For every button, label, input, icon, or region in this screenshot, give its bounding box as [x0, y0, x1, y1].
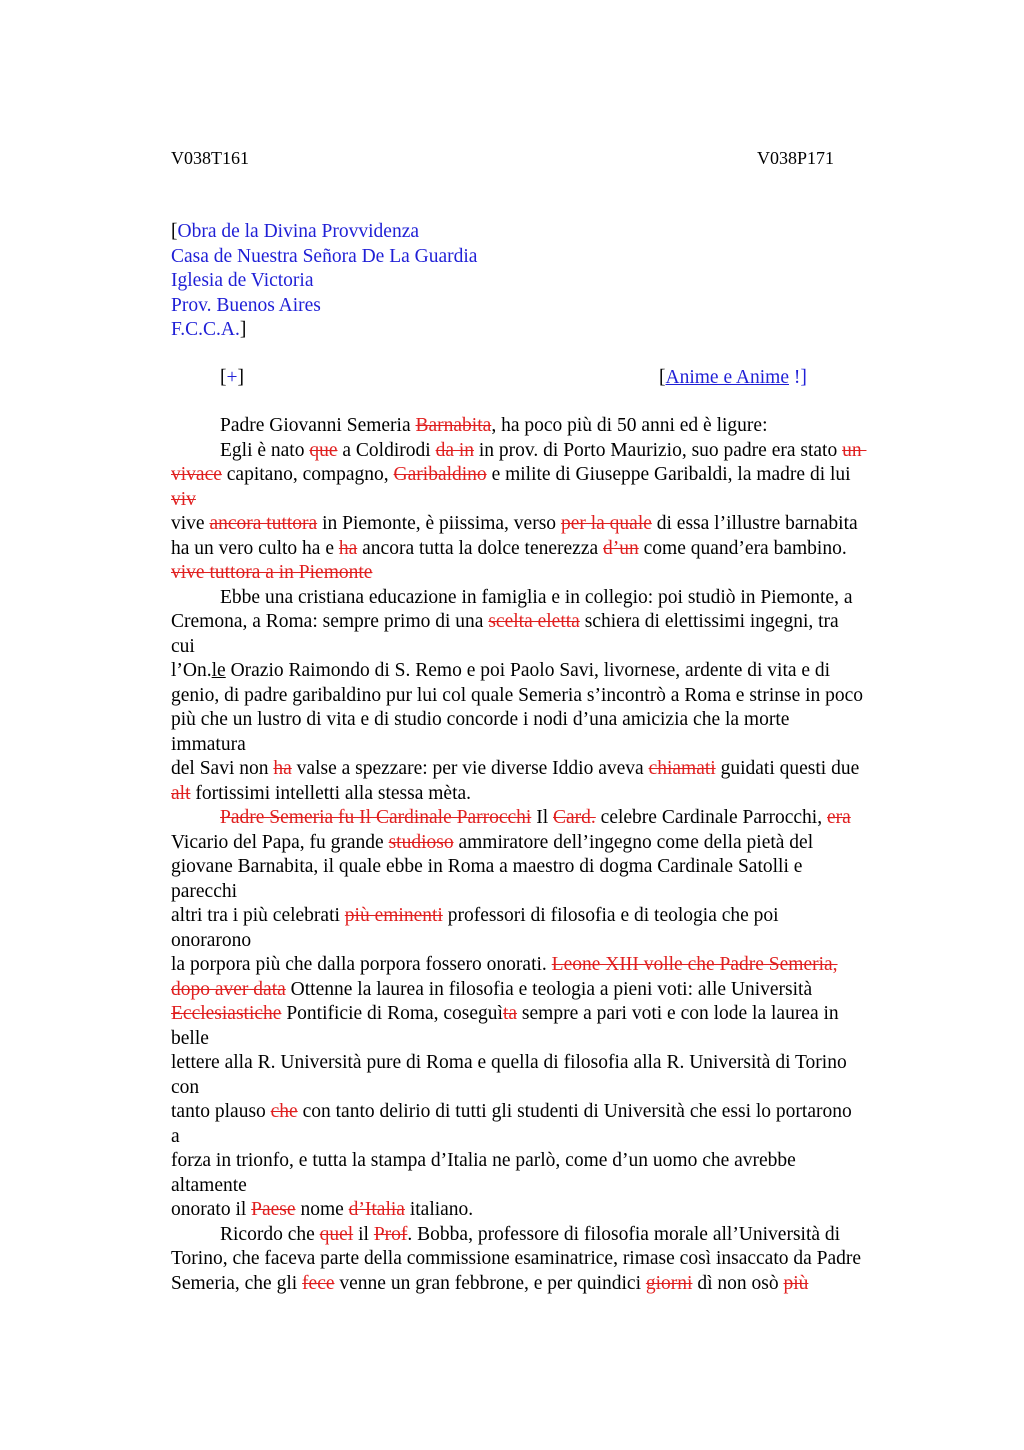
- text-segment: valse a spezzare: per vie diverse Iddio aveva: [291, 758, 649, 779]
- text-segment: altri tra i più celebrati: [171, 905, 345, 926]
- text-segment: Orazio Raimondo di S. Remo e poi Paolo Savi, livornese, ardente di vita e di: [225, 660, 831, 681]
- text-line: [171, 586, 906, 611]
- deleted-text: Paese: [251, 1199, 296, 1220]
- text-line: [171, 782, 906, 807]
- text-segment: Cremona, a Roma: sempre primo di una: [171, 611, 489, 632]
- deleted-text: d’Italia: [348, 1199, 405, 1220]
- deleted-text: viv: [171, 488, 196, 510]
- deleted-text: un: [842, 439, 867, 461]
- text-segment: , ha poco più di 50 anni ed è ligure:: [491, 415, 768, 436]
- text-segment: immatura: [171, 733, 246, 755]
- letterhead-block: [171, 220, 477, 343]
- deleted-text: dopo aver data: [171, 978, 286, 1000]
- text-line: [171, 1051, 906, 1076]
- text-line: [171, 463, 906, 488]
- text-line: [171, 1149, 906, 1174]
- text-line: [171, 831, 906, 856]
- text-line: [171, 806, 906, 831]
- letterhead-church: Iglesia de Victoria: [171, 270, 314, 291]
- body-text: [171, 414, 906, 1296]
- deleted-text: scelta eletta: [488, 611, 580, 632]
- text-segment: Egli è nato: [220, 439, 310, 461]
- bracket: [: [220, 367, 227, 388]
- deleted-text: studioso: [388, 831, 454, 853]
- text-segment: vive: [171, 513, 210, 534]
- text-line: [171, 1125, 906, 1150]
- text-line: [171, 929, 906, 954]
- letterhead-line: [171, 220, 477, 245]
- text-segment: a: [171, 1125, 180, 1147]
- deleted-text: vivace: [171, 464, 222, 485]
- text-segment: venne un gran febbrone, e per quindici: [334, 1272, 646, 1294]
- letterhead-house: Casa de Nuestra Señora De La Guardia: [171, 245, 478, 267]
- deleted-text: chiamati: [648, 758, 716, 779]
- text-segment: Il: [531, 807, 554, 828]
- text-line: [171, 659, 906, 684]
- text-line: [171, 635, 906, 660]
- deleted-text: d’un: [603, 537, 639, 559]
- text-segment: . Bobba, professore di filosofia morale all’Università di: [407, 1223, 841, 1245]
- text-segment: altamente: [171, 1174, 247, 1196]
- letterhead-province: Prov. Buenos Aires: [171, 294, 321, 316]
- letterhead-line: [171, 318, 477, 343]
- text-segment: cui: [171, 635, 195, 657]
- text-segment: e milite di Giuseppe Garibaldi, la madre di lui: [486, 464, 851, 485]
- text-line: [171, 1076, 906, 1101]
- text-segment: professori di filosofia e di teologia che poi: [442, 905, 779, 926]
- deleted-text: ancora tuttora: [209, 513, 318, 534]
- text-segment: ha un vero culto ha e: [171, 537, 339, 559]
- title-link-suffix: !]: [788, 367, 807, 388]
- letterhead-organization: Obra de la Divina Provvidenza: [177, 221, 420, 242]
- text-segment: in Piemonte, è piissima, verso: [317, 513, 561, 534]
- text-line: [171, 904, 906, 929]
- text-segment: schiera di elettissimi ingegni, tra: [579, 611, 839, 632]
- deleted-text: alt: [171, 782, 191, 804]
- bracket: ]: [237, 367, 244, 388]
- text-line: [171, 880, 906, 905]
- text-segment: Ricordo che: [220, 1223, 320, 1245]
- text-line: [171, 1272, 906, 1297]
- text-segment: in prov. di Porto Maurizio, suo padre era stato: [474, 439, 843, 461]
- text-segment: lettere alla R. Università pure di Roma e quella di filosofia alla R. Università di Torino: [171, 1052, 847, 1073]
- text-line: [171, 978, 906, 1003]
- text-segment: Ebbe una cristiana educazione in famiglia e in collegio: poi studiò in Piemonte, a: [220, 586, 853, 608]
- text-segment: Pontificie di Roma, coseguì: [281, 1003, 503, 1024]
- text-segment: guidati questi due: [715, 758, 860, 779]
- underlined-text: le: [211, 660, 226, 681]
- title-link[interactable]: Anime e Anime: [665, 367, 789, 388]
- text-segment: ammiratore dell’ingegno come della pietà del: [453, 831, 814, 853]
- text-segment: parecchi: [171, 880, 238, 902]
- title-marker: [659, 366, 807, 391]
- text-line: [171, 684, 906, 709]
- letterhead-railway: F.C.C.A.: [171, 319, 240, 340]
- deleted-text: Card.: [553, 807, 596, 828]
- deleted-text: Prof: [373, 1223, 408, 1245]
- deleted-text: Padre Semeria fu Il Cardinale Parrocchi: [220, 807, 532, 828]
- text-line: [171, 708, 906, 733]
- text-segment: genio, di padre garibaldino pur lui col quale Semeria s’incontrò a Roma e strinse in poco: [171, 684, 864, 706]
- text-segment: la porpora più che dalla porpora fossero onorati.: [171, 954, 552, 975]
- open-bracket: [: [171, 221, 178, 242]
- deleted-text: fece: [302, 1272, 335, 1294]
- document-code-right: V038P171: [757, 148, 835, 168]
- text-line: [171, 855, 906, 880]
- text-line: [171, 1027, 906, 1052]
- text-segment: nome: [295, 1199, 349, 1220]
- text-segment: onorato il: [171, 1199, 252, 1220]
- text-segment: con tanto delirio di tutti gli studenti di Università che essi lo portarono: [297, 1101, 852, 1122]
- deleted-text: più eminenti: [344, 905, 443, 926]
- text-line: [171, 953, 906, 978]
- text-segment: dì non osò: [692, 1272, 784, 1294]
- text-segment: ancora tutta la dolce tenerezza: [357, 537, 604, 559]
- text-line: [171, 1247, 906, 1272]
- text-segment: Semeria, che gli: [171, 1272, 303, 1294]
- deleted-text: Barnabita: [415, 415, 492, 436]
- deleted-text: ha: [273, 758, 292, 779]
- text-segment: del Savi non: [171, 758, 274, 779]
- text-segment: di essa l’illustre barnabita: [651, 513, 858, 534]
- deleted-text: da in: [435, 439, 475, 461]
- text-segment: fortissimi intelletti alla stessa mèta.: [190, 782, 472, 804]
- deleted-text: quel: [319, 1223, 354, 1245]
- deleted-text: que: [309, 439, 338, 461]
- text-line: [171, 488, 906, 513]
- text-segment: più che un lustro di vita e di studio concorde i nodi d’una amicizia che la morte: [171, 709, 790, 730]
- text-segment: capitano, compagno,: [221, 464, 394, 485]
- deleted-text: giorni: [645, 1272, 693, 1294]
- deleted-text: per la quale: [560, 513, 652, 534]
- bracket: [: [659, 367, 666, 388]
- deleted-text: vive tuttora a in Piemonte: [171, 562, 373, 583]
- text-line: [171, 1198, 906, 1223]
- text-segment: il: [353, 1223, 374, 1245]
- text-segment: con: [171, 1076, 200, 1098]
- text-line: [171, 610, 906, 635]
- deleted-text: era: [826, 807, 851, 828]
- text-line: [171, 537, 906, 562]
- text-segment: belle: [171, 1027, 209, 1049]
- text-segment: Torino, che faceva parte della commissione esaminatrice, rimase così insaccato da Padre: [171, 1248, 862, 1269]
- text-segment: onorarono: [171, 929, 252, 951]
- text-segment: Vicario del Papa, fu grande: [171, 831, 389, 853]
- text-segment: sempre a pari voti e con lode la laurea in: [517, 1003, 839, 1024]
- deleted-text: ta: [502, 1003, 518, 1024]
- text-line: [171, 414, 906, 439]
- deleted-text: Ecclesiastiche: [171, 1003, 282, 1024]
- deleted-text: Leone XIII volle che Padre Semeria,: [551, 954, 838, 975]
- text-line: [171, 512, 906, 537]
- deleted-text: più: [783, 1272, 809, 1294]
- text-line: [171, 733, 906, 758]
- text-line: [171, 1002, 906, 1027]
- text-line: [171, 1174, 906, 1199]
- cross-marker: [220, 366, 244, 391]
- text-segment: giovane Barnabita, il quale ebbe in Roma a maestro di dogma Cardinale Satolli e: [171, 856, 803, 877]
- deleted-text: Garibaldino: [393, 464, 487, 485]
- deleted-text: che: [270, 1101, 298, 1122]
- text-line: [171, 1100, 906, 1125]
- text-segment: tanto plauso: [171, 1101, 271, 1122]
- text-line: [171, 439, 906, 464]
- text-segment: a Coldirodi: [337, 439, 436, 461]
- text-segment: celebre Cardinale Parrocchi,: [595, 807, 827, 828]
- text-segment: Padre Giovanni Semeria: [220, 415, 416, 436]
- text-segment: forza in trionfo, e tutta la stampa d’Italia ne parlò, come d’un uomo che avrebbe: [171, 1150, 796, 1171]
- text-segment: l’On.: [171, 660, 212, 681]
- close-bracket: ]: [239, 319, 247, 340]
- text-line: [171, 757, 906, 782]
- text-segment: italiano.: [404, 1199, 474, 1220]
- text-line: [171, 1223, 906, 1248]
- document-code-left: V038T161: [171, 148, 249, 168]
- text-segment: Ottenne la laurea in filosofia e teologia a pieni voti: alle Università: [285, 978, 813, 1000]
- text-line: [171, 561, 906, 586]
- text-segment: come quand’era bambino.: [638, 537, 847, 559]
- cross-symbol: +: [226, 367, 238, 388]
- deleted-text: ha: [338, 537, 358, 559]
